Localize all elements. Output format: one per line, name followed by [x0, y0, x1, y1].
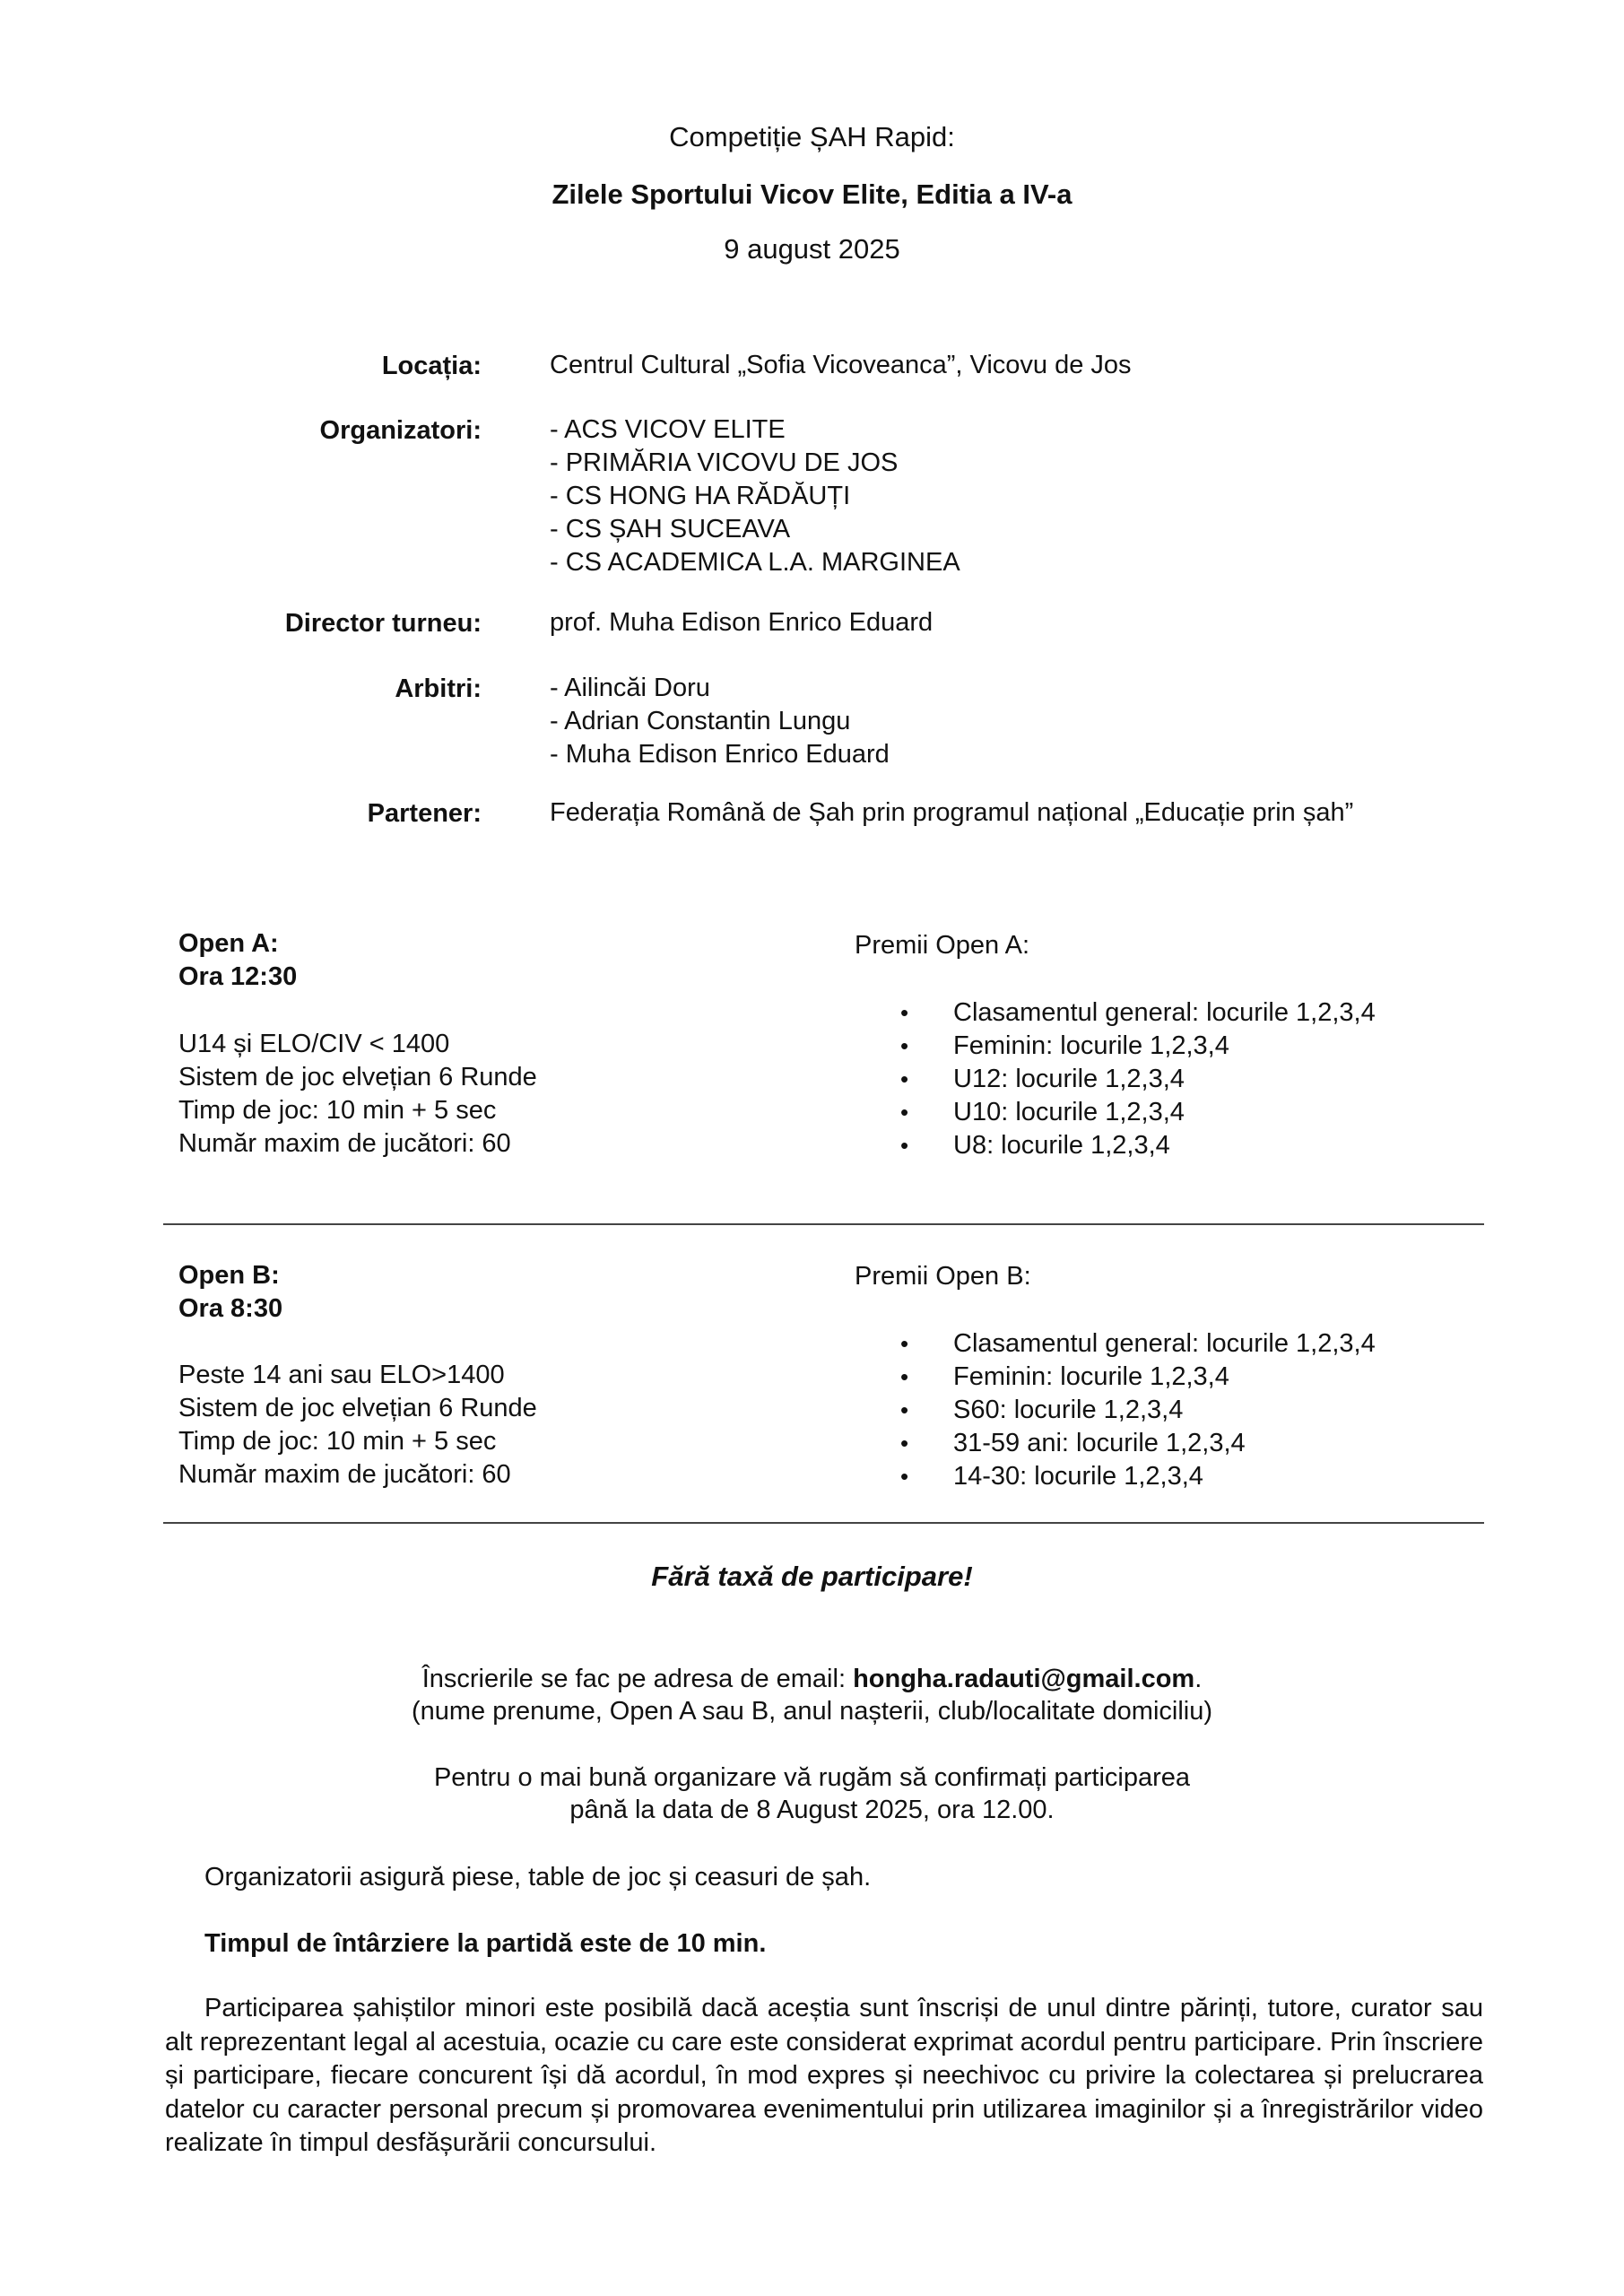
referee-item: - Muha Edison Enrico Eduard: [550, 740, 890, 769]
location-label: Locația:: [381, 352, 482, 380]
registration-fields: (nume prenume, Open A sau B, anul nașterii, club/localitate domiciliu): [411, 1697, 1213, 1726]
prize-item: [897, 1327, 1376, 1361]
bullet-icon: •: [900, 1330, 909, 1357]
organizer-item: - PRIMĂRIA VICOVU DE JOS: [550, 448, 899, 477]
prize-text: S60: locurile 1,2,3,4: [953, 1396, 1184, 1424]
organizers-list: [550, 413, 960, 579]
open-b-time: Ora 8:30: [178, 1294, 283, 1323]
open-b-prizes-list: [897, 1327, 1376, 1493]
organizer-item: - CS ȘAH SUCEAVA: [550, 515, 791, 544]
prize-text: U10: locurile 1,2,3,4: [953, 1098, 1185, 1126]
prize-text: 31-59 ani: locurile 1,2,3,4: [953, 1429, 1246, 1457]
open-b-section: [178, 1259, 537, 1492]
bullet-icon: •: [900, 1032, 909, 1059]
bullet-icon: •: [900, 1065, 909, 1092]
open-a-section: [178, 927, 537, 1161]
prize-item: [897, 1030, 1376, 1063]
open-b-detail: Sistem de joc elvețian 6 Runde: [178, 1394, 537, 1422]
bullet-icon: •: [900, 1132, 909, 1159]
late-rule: Timpul de întârziere la partidă este de 10 min.: [204, 1929, 767, 1958]
registration-suffix: .: [1194, 1665, 1203, 1693]
organizer-item: - CS ACADEMICA L.A. MARGINEA: [550, 548, 960, 577]
bullet-icon: •: [900, 999, 909, 1026]
open-a-detail: Sistem de joc elvețian 6 Runde: [178, 1063, 537, 1091]
referee-item: - Ailincăi Doru: [550, 674, 710, 702]
section-divider: [163, 1223, 1484, 1225]
confirm-line-2: până la data de 8 August 2025, ora 12.00.: [569, 1796, 1055, 1824]
consent-paragraph: Participarea șahiștilor minori este posibilă dacă aceștia sunt înscriși de unul dintre părinți, tutore, curator sau alt reprezentant legal al acestuia, ocazie cu care este considerat exprimat acordul pentru participare. Prin înscriere și participare, fiecare concurent își dă acordul, în mod expres și neechivoc cu privire la colectarea și prelucrarea datelor cu caracter personal precum și promovarea evenimentului prin utilizarea imaginilor și a înregistrărilor video realizate în timpul desfășurării concursului.: [165, 1994, 1483, 2157]
no-fee-notice: Fără taxă de participare!: [651, 1561, 973, 1592]
prize-item: [897, 1129, 1376, 1162]
prize-item: [897, 1427, 1376, 1460]
open-a-detail: U14 și ELO/CIV < 1400: [178, 1030, 450, 1058]
open-a-detail: Număr maxim de jucători: 60: [178, 1129, 511, 1158]
bullet-icon: •: [900, 1363, 909, 1390]
registration-email-link[interactable]: hongha.radauti@gmail.com: [853, 1665, 1195, 1693]
prize-item: [897, 1394, 1376, 1427]
bullet-icon: •: [900, 1099, 909, 1126]
open-a-title: Open A:: [178, 929, 279, 958]
director-value: prof. Muha Edison Enrico Eduard: [550, 608, 934, 637]
referee-item: - Adrian Constantin Lungu: [550, 707, 851, 735]
open-a-detail: Timp de joc: 10 min + 5 sec: [178, 1096, 497, 1125]
prize-text: 14-30: locurile 1,2,3,4: [953, 1462, 1203, 1491]
open-b-detail: Timp de joc: 10 min + 5 sec: [178, 1427, 497, 1456]
organizer-item: - ACS VICOV ELITE: [550, 415, 786, 444]
prize-item: [897, 1361, 1376, 1394]
open-a-time: Ora 12:30: [178, 962, 298, 991]
organizers-label: Organizatori:: [319, 416, 482, 445]
open-b-title: Open B:: [178, 1261, 280, 1290]
prize-text: Clasamentul general: locurile 1,2,3,4: [953, 998, 1376, 1027]
open-a-prizes-list: [897, 996, 1376, 1162]
location-value: Centrul Cultural „Sofia Vicoveanca”, Vicovu de Jos: [550, 351, 1132, 379]
partner-label: Partener:: [367, 799, 482, 828]
prize-item: [897, 1460, 1376, 1493]
prize-text: Clasamentul general: locurile 1,2,3,4: [953, 1329, 1376, 1358]
title-date: 9 august 2025: [724, 233, 900, 265]
open-b-detail: Număr maxim de jucători: 60: [178, 1460, 511, 1489]
prize-item: [897, 1063, 1376, 1096]
registration-line: [0, 1663, 1624, 1695]
prize-item: [897, 996, 1376, 1030]
registration-prefix: Înscrierile se fac pe adresa de email:: [421, 1665, 854, 1693]
prize-text: Feminin: locurile 1,2,3,4: [953, 1031, 1229, 1060]
referees-list: [550, 672, 890, 771]
partner-value: Federația Română de Șah prin programul național „Educație prin șah”: [550, 798, 1354, 827]
referees-label: Arbitri:: [395, 674, 482, 703]
bullet-icon: •: [900, 1430, 909, 1457]
title-competition: Competiție ȘAH Rapid:: [669, 121, 955, 152]
prize-item: [897, 1096, 1376, 1129]
prize-text: U8: locurile 1,2,3,4: [953, 1131, 1170, 1160]
bullet-icon: •: [900, 1396, 909, 1423]
section-divider: [163, 1522, 1484, 1524]
equipment-note: Organizatorii asigură piese, table de joc și ceasuri de șah.: [204, 1863, 872, 1892]
title-event: Zilele Sportului Vicov Elite, Editia a IV-a: [551, 178, 1073, 210]
prize-text: U12: locurile 1,2,3,4: [953, 1065, 1185, 1093]
prize-text: Feminin: locurile 1,2,3,4: [953, 1362, 1229, 1391]
confirm-line-1: Pentru o mai bună organizare vă rugăm să confirmați participarea: [433, 1763, 1191, 1792]
open-b-prizes-title: Premii Open B:: [855, 1262, 1031, 1291]
organizer-item: - CS HONG HA RĂDĂUȚI: [550, 482, 851, 510]
open-a-prizes-title: Premii Open A:: [855, 931, 1030, 960]
bullet-icon: •: [900, 1463, 909, 1490]
director-label: Director turneu:: [284, 609, 482, 638]
open-b-detail: Peste 14 ani sau ELO>1400: [178, 1361, 505, 1389]
